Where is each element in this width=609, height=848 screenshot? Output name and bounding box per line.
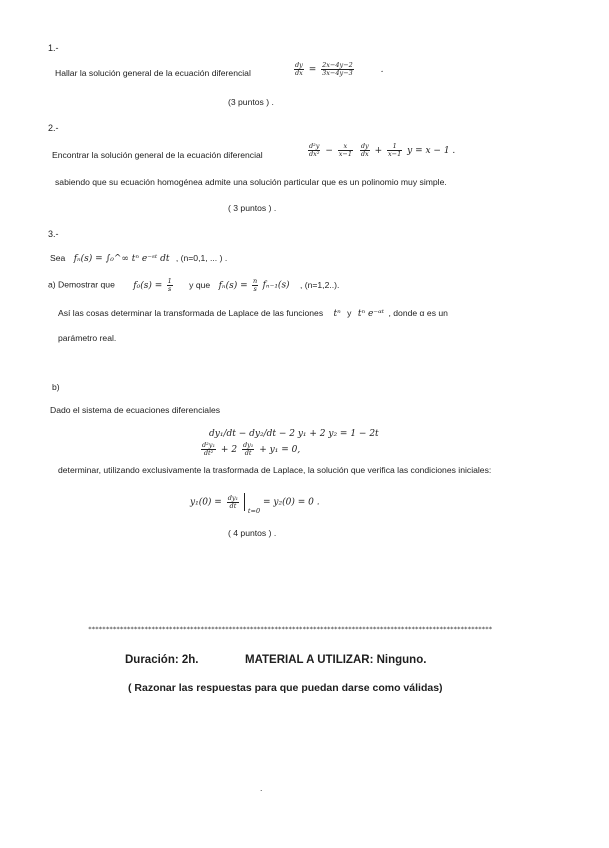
problem-3-part-b-label: b) bbox=[52, 382, 60, 392]
problem-3-number: 3.- bbox=[48, 229, 59, 239]
problem-2-number: 2.- bbox=[48, 123, 59, 133]
problem-1-number: 1.- bbox=[48, 43, 59, 53]
exam-material: MATERIAL A UTILIZAR: Ninguno. bbox=[245, 654, 427, 666]
problem-1-equation: $\frac{dy}{dx}$ = $\frac{2x-4y-2}{3x-4y-3}$ . bbox=[295, 61, 384, 77]
problem-3-definition: Sea fₙ(s) = ∫₀^∞ tⁿ e⁻ˢᵗ dt , (n=0,1, ... ) . bbox=[50, 253, 228, 264]
problem-1-text: Hallar la solución general de la ecuación diferencial bbox=[55, 68, 251, 78]
problem-3-system-eq-2: $\frac{\text{d²y₁}}{\text{dt²}}$ + 2 $\frac{\text{dy₁}}{dt}$ + y₁ = 0, bbox=[202, 441, 301, 457]
problem-2-equation: $\frac{\text{d²y}}{\text{dx²}}$ − $\frac{x}{x-1}$ $\frac{dy}{dx}$ + $\frac{1}{x-1}$ y = x − 1 . bbox=[309, 142, 456, 158]
exam-duration: Duración: 2h. bbox=[125, 654, 199, 666]
problem-3-part-b-instruction: determinar, utilizando exclusivamente la trasformada de Laplace, la solución que verifica las condiciones iniciales: bbox=[58, 465, 492, 475]
problem-1-points: (3 puntos ) . bbox=[228, 97, 274, 107]
problem-2-hint: sabiendo que su ecuación homogénea admite una solución particular que es un polinomio muy simple. bbox=[55, 177, 447, 187]
problem-3-system-eq-1: dy₁/dt − dy₂/dt − 2 y₁ + 2 y₂ = 1 − 2t bbox=[209, 429, 379, 439]
problem-2-points: ( 3 puntos ) . bbox=[228, 203, 277, 213]
problem-3-part-a-line-2: Así las cosas determinar la transformada de Laplace de las funciones tⁿ y tⁿ e⁻ᵅᵗ , donde α es un bbox=[58, 308, 448, 319]
problem-3-points: ( 4 puntos ) . bbox=[228, 528, 277, 538]
problem-3-part-a: a) Demostrar que f₀(s) = $\frac{1}{s}$ y que fₙ(s) = $\frac{n}{s}$ fₙ₋₁(s) , (n=1,2..). bbox=[48, 277, 340, 293]
footer-dot: . bbox=[260, 783, 263, 793]
exam-note: ( Razonar las respuestas para que puedan darse como válidas) bbox=[128, 682, 443, 694]
problem-3-part-b-text: Dado el sistema de ecuaciones diferenciales bbox=[50, 405, 221, 415]
problem-3-initial-conditions: y₁(0) = $\frac{\text{dy₁}}{dt}$ $_{t=0}$ = y₂(0) = 0 . bbox=[190, 493, 320, 516]
separator-stars: ******************************************************************************************************************* bbox=[88, 625, 493, 633]
problem-2-text: Encontrar la solución general de la ecuación diferencial bbox=[52, 150, 263, 160]
problem-3-part-a-line-3: parámetro real. bbox=[58, 333, 117, 343]
